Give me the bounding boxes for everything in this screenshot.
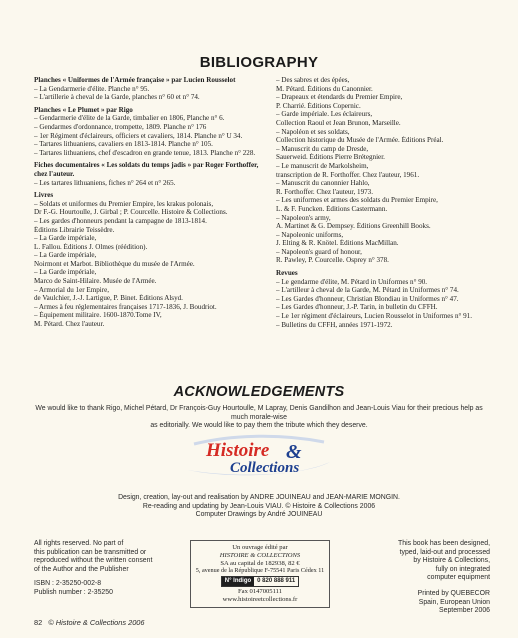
bibliography-entry: – Les uniformes et armes des soldats du Premier Empire, xyxy=(276,196,438,205)
bibliography-entry: J. Elting & R. Knötel. Éditions MacMillan. xyxy=(276,239,399,248)
isbn: ISBN : 2-35250-002-8 xyxy=(34,580,102,588)
bibliography-entry: Marco de Saint-Hilaire. Musée de l'Armée. xyxy=(34,277,157,286)
bibliography-section xyxy=(34,191,272,329)
bibliography-entry: Sauerweid. Éditions Pierre Brétegnier. xyxy=(276,153,385,162)
bibliography-section-heading: Planches « Le Plumet » par Rigo xyxy=(34,105,133,114)
printer-line: Spain, European Union xyxy=(418,598,490,606)
bibliography-entry: – Napoleon's army, xyxy=(276,213,331,222)
indigo-number: 0 820 888 911 xyxy=(257,578,296,585)
bibliography-entry: – Soldats et uniformes du Premier Empire, les krakus polonais, xyxy=(34,199,214,208)
bibliography-entry: – Armorial du 1er Empire, xyxy=(34,285,110,294)
bibliography-section-heading: Livres xyxy=(34,191,54,200)
indigo-phone-badge xyxy=(221,576,299,587)
bibliography-entry: – Napoleon's guard of honour, xyxy=(276,247,362,256)
ack-line: as editorially. We would like to pay them the tribute which they deserve. xyxy=(150,422,368,430)
publish-number: Publish number : 2-35250 xyxy=(34,588,113,596)
bibliography-entry: – La Garde impériale, xyxy=(34,251,97,260)
credits-line: Design, creation, lay-out and realisation by ANDRE JOUINEAU and JEAN-MARIE MONGIN. xyxy=(118,494,400,501)
bibliography-entry: – Drapeaux et étendards du Premier Empire, xyxy=(276,93,403,102)
logo-ampersand: & xyxy=(286,441,302,463)
bibliography-entry: – Les gardes d'honneurs pendant la campagne de 1813-1814. xyxy=(34,216,207,225)
bibliography-entry: – Garde impériale. Les éclaireurs, xyxy=(276,110,373,119)
bibliography-section xyxy=(276,76,508,265)
histoire-collections-logo xyxy=(184,432,334,480)
bibliography-entry: – Le manuscrit de Markolsheim, xyxy=(276,161,369,170)
production-line: fully on integrated xyxy=(435,565,490,573)
rights-line: this publication can be transmitted or xyxy=(34,548,147,556)
rights-line: reproduced without the written consent xyxy=(34,557,153,565)
bibliography-left-column xyxy=(34,76,272,333)
production-line: typed, laid-out and processed xyxy=(399,548,490,556)
bibliography-entry: transcription de R. Forthoffer. Chez l'auteur, 1961. xyxy=(276,170,420,179)
bibliography-entry: – Tartares lithuaniens, chef d'escadron en grande tenue, 1813. Planche n° 228. xyxy=(34,148,256,157)
bibliography-entry: R. Forthoffer. Chez l'auteur, 1973. xyxy=(276,187,374,196)
bibliography-title: BIBLIOGRAPHY xyxy=(199,54,319,71)
bibliography-entry: Collection historique du Musée de l'Armée. Éditions Préal. xyxy=(276,136,444,145)
bibliography-entry: – Manuscrit du camp de Dresde, xyxy=(276,144,369,153)
bibliography-entry: – Gendarmes d'ordonnance, trompette, 1809. Planche n° 176 xyxy=(34,122,207,131)
production-notes xyxy=(344,540,490,616)
page-footer xyxy=(34,618,145,627)
bibliography-entry: Collection Raoul et Jean Brunon, Marseille. xyxy=(276,118,401,127)
bibliography-entry: – 1er Régiment d'éclaireurs, officiers et cavaliers, 1814. Planche n° U 34. xyxy=(34,131,243,140)
bibliography-entry: L. & F. Funcken. Éditions Castermann. xyxy=(276,204,388,213)
indigo-label: N° Indigo xyxy=(222,577,254,586)
credits-line: Computer Drawings by André JOUINEAU xyxy=(195,511,323,519)
publisher-line: HISTOIRE & COLLECTIONS xyxy=(219,551,301,559)
printer-line: September 2006 xyxy=(439,607,490,615)
bibliography-entry: – Le 1er régiment d'éclaireurs, Lucien Rousselot in Uniformes n° 91. xyxy=(276,312,472,321)
bibliography-section xyxy=(34,161,272,187)
bibliography-right-column xyxy=(276,76,508,333)
bibliography-section xyxy=(34,76,272,102)
bibliography-entry: M. Pétard. Éditions du Canonnier. xyxy=(276,84,373,93)
bibliography-entry: – Tartares lithuaniens, cavaliers en 1813-1814. Planche n° 105. xyxy=(34,140,213,149)
production-line: by Histoire & Collections, xyxy=(413,557,490,565)
rights-line: All rights reserved. No part of xyxy=(34,540,124,547)
production-line: computer equipment xyxy=(427,574,490,582)
bibliography-entry: – Le gendarme d'élite, M. Pétard in Uniformes n° 90. xyxy=(276,277,428,286)
footer-copyright: © Histoire & Collections 2006 xyxy=(48,618,145,627)
bibliography-entry: – L'artillerie à cheval de la Garde, planches n° 60 et n° 74. xyxy=(34,93,200,102)
bibliography-entry: – L'artilleur à cheval de la Garde, M. Pétard in Uniformes n° 74. xyxy=(276,286,459,295)
printer-line: Printed by QUEBECOR xyxy=(417,589,490,597)
rights-line: of the Author and the Publisher xyxy=(34,565,129,573)
bibliography-entry: – Gendarmerie d'élite de la Garde, timbalier en 1806, Planche n° 6. xyxy=(34,114,225,123)
publisher-line: 5, avenue de la République F-75541 Paris Cédex 11 xyxy=(195,567,325,575)
bibliography-entry: – Les tartares lithuaniens, fiches n° 264 et n° 265. xyxy=(34,178,176,187)
bibliography-entry: – La Garde impériale, xyxy=(34,268,97,277)
production-line: This book has been designed, xyxy=(398,540,490,547)
acknowledgements-title: ACKNOWLEDGEMENTS xyxy=(173,384,345,400)
bibliography-section-heading: Planches « Uniformes de l'Armée française » par Lucien Rousselot xyxy=(34,76,236,84)
bibliography-entry: M. Pétard. Chez l'auteur. xyxy=(34,320,105,329)
bibliography-entry: – La Gendarmerie d'élite. Planche n° 95. xyxy=(34,84,150,93)
bibliography-section xyxy=(34,106,272,158)
bibliography-entry: P. Charrié. Éditions Copernic. xyxy=(276,101,361,110)
bibliography-section xyxy=(276,269,508,329)
credits xyxy=(0,494,518,520)
publisher-line: Un ouvrage édité par xyxy=(232,544,288,551)
bibliography-entry: – Napoleonic uniforms, xyxy=(276,230,344,239)
bibliography-entry: – La Garde impériale, xyxy=(34,234,97,243)
bibliography-entry: – Les Gardes d'honneur, J.-P. Tarin, in bulletin du CFFH. xyxy=(276,303,438,312)
bibliography-section-heading: Fiches documentaires « Les soldats du temps jadis » par Roger Forthoffer, chez l'auteur. xyxy=(34,161,259,178)
bibliography-entry: – Les Gardes d'honneur, Christian Blondiau in Uniformes n° 47. xyxy=(276,294,459,303)
bibliography-entry: R. Pawley, P. Courcelle. Osprey n° 378. xyxy=(276,256,389,265)
publisher-fax: Fax 0147005111 xyxy=(237,588,283,596)
bibliography-section-heading: Revues xyxy=(276,269,298,278)
bibliography-entry: – Des sabres et des épées, xyxy=(276,76,350,84)
publisher-line: SA au capital de 182938, 82 € xyxy=(220,559,300,567)
bibliography-entry: A. Martinet & G. Dempsey. Éditions Greenhill Books. xyxy=(276,222,431,231)
bibliography-entry: Dr F.-G. Hourtoulle, J. Girbal ; P. Courcelle. Histoire & Collections. xyxy=(34,208,228,217)
ack-line: We would like to thank Rigo, Michel Pétard, Dr François-Guy Hourtoulle, M Lapray, Denis Gandilhon and Jean-Louis Viau for their precious help as much morale-wise xyxy=(35,405,483,421)
bibliography-entry: de Vaulchier, J.-J. Lartigue, P. Binet. Éditions Alsyd. xyxy=(34,294,183,303)
credits-line: Re-reading and updating by Jean-Louis VIAU. © Histoire & Collections 2006 xyxy=(142,502,376,510)
bibliography-entry: – Bulletins du CFFH, années 1971-1972. xyxy=(276,320,393,329)
rights-notice xyxy=(34,540,174,598)
bibliography-entry: – Manuscrit du canonnier Hahlo, xyxy=(276,179,370,188)
page-number: 82 xyxy=(34,618,43,627)
bibliography-entry: Éditions Librairie Teissèdre. xyxy=(34,225,115,234)
bibliography-entry: – Équipement militaire. 1600-1870.Tome IV, xyxy=(34,311,162,320)
acknowledgements-text xyxy=(34,405,484,431)
bibliography-entry: Noirmont et Marbot. Bibliothèque du musée de l'Armée. xyxy=(34,259,195,268)
bibliography-entry: – Armes à feu réglementaires françaises 1717-1836, J. Boudriot. xyxy=(34,302,217,311)
publisher-box xyxy=(190,540,330,608)
logo-text-bottom: Collections xyxy=(230,460,300,476)
bibliography-entry: – Napoléon et ses soldats, xyxy=(276,127,350,136)
bibliography-entry: L. Fallou. Éditions J. Olmes (réédition). xyxy=(34,242,148,251)
publisher-website[interactable]: www.histoireetcollections.fr xyxy=(222,595,298,603)
logo-text-top: Histoire xyxy=(206,440,270,461)
